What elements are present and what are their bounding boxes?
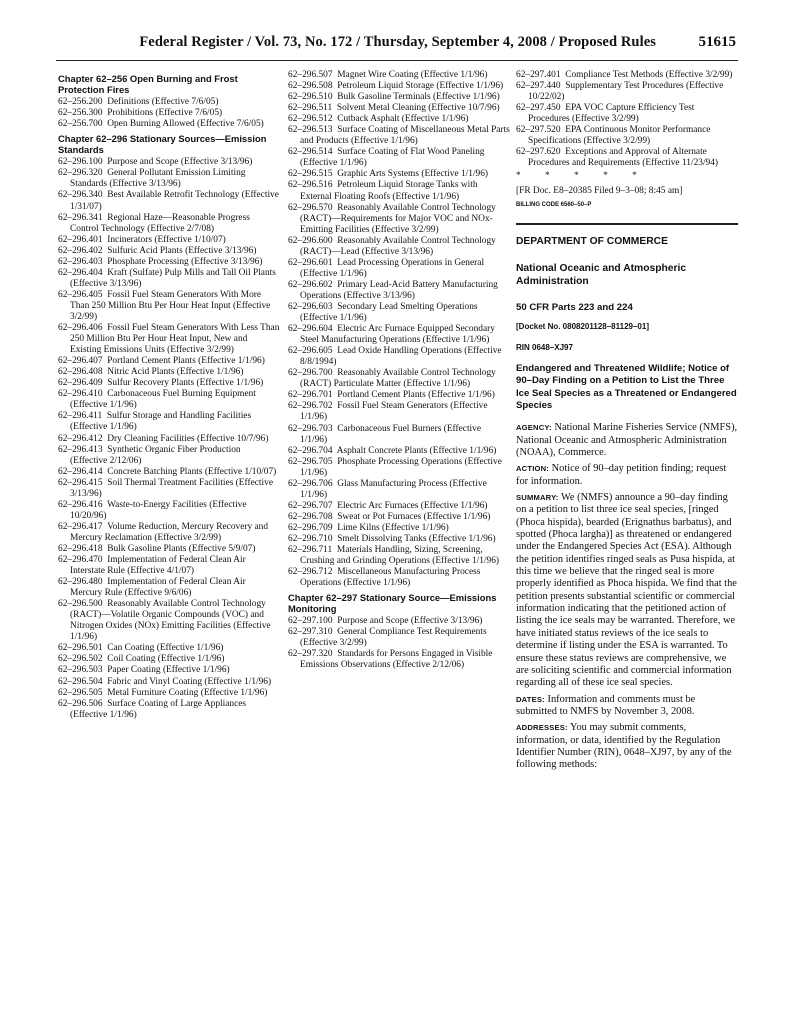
rule-title: Carbonaceous Fuel Burners (Effective 1/1/96) [300,423,482,445]
rule-entry [58,677,280,688]
rule-code: 62–297.310 [288,627,333,638]
rule-code: 62–296.416 [58,499,103,510]
rule-code: 62–297.320 [288,649,333,660]
rule-code: 62–296.502 [58,654,103,665]
rule-title: Electric Arc Furnace Equipped Secondary Steel Manufacturing Operations (Effective 1/1/96) [300,324,495,346]
rule-title: Glass Manufacturing Process (Effective 1/1/96) [300,478,487,500]
rule-title: Purpose and Scope (Effective 3/13/96) [107,157,253,168]
rule-code: 62–296.403 [58,256,103,267]
rin-number: RIN 0648–XJ97 [516,342,573,352]
rule-title: Solvent Metal Cleaning (Effective 10/7/96) [336,103,500,114]
rule-entry [516,70,738,81]
rule-title: Exceptions and Approval of Alternate Procedures and Requirements (Effective 11/23/94) [528,147,719,169]
rule-code: 62–296.516 [288,180,333,191]
rule-code: 62–297.520 [516,125,561,136]
rule-title: Primary Lead-Acid Battery Manufacturing Operations (Effective 3/13/96) [300,279,498,301]
rule-code: 62–296.341 [58,212,103,223]
rule-entry [288,424,510,446]
agency-paragraph [516,422,738,459]
addresses-paragraph [516,722,738,771]
rule-code: 62–296.411 [58,411,103,422]
rule-code: 62–296.409 [58,378,103,389]
rule-entry [288,627,510,649]
rule-code: 62–296.507 [288,70,333,80]
rule-entry [58,190,280,212]
rule-code: 62–296.100 [58,157,103,168]
agency-label: AGENCY: [516,423,552,433]
dates-text: Information and comments must be submitted to NMFS by November 3, 2008. [516,693,696,717]
rule-entry [58,235,280,246]
entry-list [516,70,738,169]
rule-entry [288,236,510,258]
rule-entry [58,688,280,699]
rule-code: 62–296.506 [58,698,103,709]
rule-entry [58,467,280,478]
department-heading: DEPARTMENT OF COMMERCE [516,235,668,247]
rule-entry [58,367,280,378]
rule-code: 62–296.405 [58,289,103,300]
docket-number: [Docket No. 0808201128–81129–01] [516,321,649,331]
rule-code: 62–296.703 [288,423,333,434]
rule-title: Metal Furniture Coating (Effective 1/1/96) [107,687,268,698]
rule-entry [288,180,510,202]
omission-stars: * * * * * [516,171,648,182]
rule-code: 62–296.408 [58,367,103,378]
rule-entry [58,478,280,500]
rule-code: 62–296.712 [288,567,333,578]
rule-entry [288,302,510,324]
action-text: Notice of 90–day petition finding; request for information. [516,463,727,487]
rule-title: Secondary Lead Smelting Operations (Effective 1/1/96) [300,301,478,324]
rule-entry [58,577,280,599]
rule-code: 62–296.704 [288,445,333,456]
rule-entry [288,203,510,236]
rule-entry [58,699,280,721]
rule-code: 62–296.605 [288,346,333,357]
rule-entry [288,324,510,346]
rule-code: 62–296.501 [58,643,103,654]
rule-title: EPA VOC Capture Efficiency Test Procedures (Effective 3/2/99) [528,103,695,125]
rule-entry [288,70,510,81]
rule-title: Surface Coating of Flat Wood Paneling (Effective 1/1/96) [300,147,485,169]
entry-list [288,616,510,671]
rule-entry [58,599,280,643]
rule-entry [58,445,280,467]
rule-entry [58,246,280,257]
rule-title: Bulk Gasoline Terminals (Effective 1/1/96) [337,92,500,103]
rule-code: 62–296.709 [288,522,333,533]
summary-label: SUMMARY: [516,493,559,503]
rule-title: General Pollutant Emission Limiting Standards (Effective 3/13/96) [70,168,246,190]
rule-title: Dry Cleaning Facilities (Effective 10/7/96) [107,433,269,444]
rule-title: Paper Coating (Effective 1/1/96) [107,665,230,676]
rule-title: Sulfuric Acid Plants (Effective 3/13/96) [107,245,257,256]
rule-code: 62–256.200 [58,97,103,108]
rule-entry [288,125,510,147]
rule-title: Prohibitions (Effective 7/6/05) [107,108,223,119]
rule-code: 62–296.402 [58,245,103,256]
chapter-heading: Chapter 62–256 Open Burning and Frost Protection Fires [58,73,238,96]
rule-entry [58,97,280,108]
rule-entry [288,457,510,479]
rule-entry [58,168,280,190]
rule-title: Sweat or Pot Furnaces (Effective 1/1/96) [337,511,491,522]
dates-label: DATES: [516,694,545,704]
rule-title: Concrete Batching Plants (Effective 1/10/07) [107,466,277,477]
rule-code: 62–297.620 [516,147,561,158]
rule-code: 62–296.515 [288,169,333,180]
rule-code: 62–296.410 [58,389,103,400]
rule-entry [58,378,280,389]
rule-title: Definitions (Effective 7/6/05) [107,97,219,108]
rule-code: 62–296.504 [58,676,103,687]
billing-code: BILLING CODE 6560–50–P [516,201,592,208]
rule-code: 62–256.300 [58,108,103,119]
rule-code: 62–296.706 [288,478,333,489]
rule-entry [58,157,280,168]
rule-code: 62–296.511 [288,103,333,114]
running-head: Federal Register / Vol. 73, No. 172 / Thursday, September 4, 2008 / Proposed Rules [139,34,656,50]
rule-title: Regional Haze—Reasonable Progress Control Technology (Effective 2/7/08) [70,212,250,234]
rule-title: Implementation of Federal Clean Air Mercury Rule (Effective 9/6/06) [70,577,246,599]
rule-title: Portland Cement Plants (Effective 1/1/96) [107,356,265,367]
rule-title: Surface Coating of Miscellaneous Metal Parts and Products (Effective 1/1/96) [300,125,510,147]
rule-title: Waste-to-Energy Facilities (Effective 10/20/96) [70,499,247,521]
rule-code: 62–296.470 [58,555,103,566]
rule-title: Reasonably Available Control Technology (RACT)—Volatile Organic Compounds (VOC) and Nitrogen Oxides (NOx) Emitting Facilities (Effective 1/1/96) [70,599,271,643]
rule-title: Materials Handling, Sizing, Screening, Crushing and Grinding Operations (Effective 1/1/96) [300,545,500,567]
agency-text: National Marine Fisheries Service (NMFS), National Oceanic and Atmospheric Administration (NOAA), Commerce. [516,422,738,459]
rule-entry [58,268,280,290]
rule-entry [58,665,280,676]
rule-code: 62–296.320 [58,168,103,179]
rule-title: Synthetic Organic Fiber Production (Effective 2/12/06) [70,444,241,466]
rule-entry [58,213,280,235]
rule-code: 62–296.514 [288,147,333,158]
addresses-label: ADDRESSES: [516,723,568,733]
rule-title: Phosphate Processing (Effective 3/13/96) [107,256,263,267]
rule-entry [288,258,510,280]
summary-paragraph [516,492,738,690]
rule-entry [516,103,738,125]
rule-code: 62–296.480 [58,577,103,588]
rule-code: 62–296.600 [288,235,333,246]
rule-code: 62–296.413 [58,444,103,455]
rule-title: EPA Continuous Monitor Performance Specifications (Effective 3/2/99) [528,125,711,147]
rule-code: 62–296.604 [288,324,333,335]
rule-title: Nitric Acid Plants (Effective 1/1/96) [107,367,244,378]
rule-title: Miscellaneous Manufacturing Process Operations (Effective 1/1/96) [300,567,481,589]
rule-entry [288,567,510,589]
rule-title: Reasonably Available Control Technology (RACT)—Requirements for Major VOC and NOx-Emitting Facilities (Effective 3/2/99) [300,202,496,235]
rule-title: Petroleum Liquid Storage Tanks with External Floating Roofs (Effective 1/1/96) [300,180,478,202]
document-title: Endangered and Threatened Wildlife; Notice of 90–Day Finding on a Petition to List the Three Ice Seal Species as a Threatened or Endangered Species [516,362,737,411]
rule-code: 62–296.508 [288,81,333,92]
rule-entry [516,147,738,169]
entry-list [58,157,280,720]
rule-title: General Compliance Test Requirements (Effective 3/2/99) [300,627,487,649]
rule-code: 62–296.700 [288,368,333,379]
rule-entry [288,92,510,103]
rule-entry [288,616,510,627]
rule-title: Lead Processing Operations in General (Effective 1/1/96) [300,257,485,279]
rule-code: 62–296.404 [58,267,103,278]
rule-code: 62–296.707 [288,500,333,511]
rule-entry [58,323,280,356]
rule-entry [58,389,280,411]
rule-code: 62–296.340 [58,190,103,201]
rule-title: Reasonably Available Control Technology (RACT)—Lead (Effective 3/13/96) [300,235,496,257]
rule-entry [288,114,510,125]
rule-title: Fossil Fuel Steam Generators (Effective 1/1/96) [300,401,488,423]
rule-entry [288,169,510,180]
rule-title: Surface Coating of Large Appliances (Effective 1/1/96) [70,698,247,720]
rule-title: Reasonably Available Control Technology (RACT) Particulate Matter (Effective 1/1/96) [300,368,496,390]
rule-code: 62–296.406 [58,323,103,334]
rule-entry [288,523,510,534]
rule-title: Fossil Fuel Steam Generators With Less Than 250 Million Btu Per Hour Heat Input, New and Existing Emissions Units (Effective 3/2/99) [70,323,280,356]
entry-list [58,97,280,130]
rule-entry [288,368,510,390]
rule-entry [288,81,510,92]
rule-code: 62–296.513 [288,125,333,136]
rule-entry [288,346,510,368]
rule-entry [288,103,510,114]
action-paragraph [516,463,738,488]
rule-title: Asphalt Concrete Plants (Effective 1/1/96) [336,445,497,456]
rule-code: 62–296.710 [288,533,333,544]
rule-title: Standards for Persons Engaged in Visible Emissions Observations (Effective 2/12/06) [300,649,493,671]
rule-code: 62–296.603 [288,301,333,312]
rule-title: Volume Reduction, Mercury Recovery and Mercury Reclamation (Effective 3/2/99) [70,521,269,543]
rule-entry [288,479,510,501]
rule-code: 62–297.401 [516,70,561,80]
rule-entry [288,390,510,401]
rule-title: Carbonaceous Fuel Burning Equipment (Effective 1/1/96) [70,389,256,411]
rule-title: Electric Arc Furnaces (Effective 1/1/96) [337,500,488,511]
rule-title: Fossil Fuel Steam Generators With More Than 250 Million Btu Per Hour Heat Input (Effective 3/2/99) [70,289,271,322]
rule-entry [58,654,280,665]
rule-code: 62–297.100 [288,616,333,627]
rule-title: Graphic Arts Systems (Effective 1/1/96) [337,169,489,180]
rule-code: 62–296.412 [58,433,103,444]
cfr-parts: 50 CFR Parts 223 and 224 [516,301,633,313]
rule-title: Lime Kilns (Effective 1/1/96) [337,522,449,533]
rule-title: Lead Oxide Handling Operations (Effective 8/8/1994) [300,346,502,368]
rule-entry [288,446,510,457]
rule-code: 62–296.708 [288,511,333,522]
rule-entry [288,534,510,545]
rule-title: Open Burning Allowed (Effective 7/6/05) [107,119,264,130]
rule-title: Implementation of Federal Clean Air Interstate Rule (Effective 4/1/07) [70,555,246,577]
addresses-text: You may submit comments, information, or data, identified by the Regulation Identifier Number (RIN), 0648–XJ97, by any of the following methods: [516,722,732,771]
chapter-heading: Chapter 62–296 Stationary Sources—Emission Standards [58,133,267,156]
rule-code: 62–296.503 [58,665,103,676]
rule-code: 62–297.450 [516,103,561,114]
column-3 [516,70,738,776]
rule-entry [288,280,510,302]
rule-title: Compliance Test Methods (Effective 3/2/99) [565,70,733,80]
rule-code: 62–296.500 [58,599,103,610]
header-rule [56,60,738,61]
rule-title: Phosphate Processing Operations (Effective 1/1/96) [300,456,502,478]
rule-entry [58,119,280,130]
rule-code: 62–296.512 [288,114,333,125]
rule-code: 62–297.440 [516,81,561,92]
rule-code: 62–296.510 [288,92,333,103]
rule-entry [58,356,280,367]
rule-title: Kraft (Sulfate) Pulp Mills and Tall Oil Plants (Effective 3/13/96) [70,267,276,289]
rule-title: Incinerators (Effective 1/10/07) [107,234,226,245]
rule-entry [58,500,280,522]
rule-title: Cutback Asphalt (Effective 1/1/96) [337,114,469,125]
summary-text: We (NMFS) announce a 90–day finding on a petition to list three ice seal species, [ringed (Phoca hispida), bearded (Erignathus barbatus), and spotted (Phoca largha)] as threatened or endangered under the Endangered Species Act (ESA). Although the petition identifies ringed seals as Pusa hispida, at this time we believe that the ringed seal is more properly identified as Phoca hispida. We find that the petition presents substantial scientific or commercial information indicating that the petitioned action of listing the ice seals may be warranted. Therefore, we have initiated status reviews of the ice seals to determine if listing under the ESA is warranted. To ensure these status reviews are comprehensive, we are soliciting scientific and commercial information regarding all of these ice seal species. [516,492,737,689]
rule-code: 62–296.705 [288,456,333,467]
rule-entry [288,649,510,671]
rule-entry [58,290,280,323]
rule-title: Supplementary Test Procedures (Effective 10/22/02) [528,81,724,103]
rule-code: 62–296.602 [288,279,333,290]
rule-title: Sulfur Recovery Plants (Effective 1/1/96) [107,378,264,389]
rule-entry [288,545,510,567]
column-1 [58,70,280,721]
rule-code: 62–296.418 [58,543,103,554]
rule-code: 62–296.601 [288,257,333,268]
fr-doc-line: [FR Doc. E8–20385 Filed 9–3–08; 8:45 am] [516,186,683,197]
page-header [56,34,736,60]
rule-entry [58,544,280,555]
rule-entry [288,501,510,512]
rule-entry [288,401,510,423]
rule-title: Fabric and Vinyl Coating (Effective 1/1/96) [107,676,272,687]
rule-code: 62–296.415 [58,477,103,488]
rule-title: Smelt Dissolving Tanks (Effective 1/1/96) [337,533,496,544]
rule-code: 62–296.417 [58,521,103,532]
rule-title: Can Coating (Effective 1/1/96) [107,643,224,654]
rule-code: 62–296.414 [58,466,103,477]
rule-title: Best Available Retrofit Technology (Effective 1/31/07) [70,190,279,212]
page-number: 51615 [698,34,736,50]
rule-entry [58,434,280,445]
rule-code: 62–296.701 [288,390,333,401]
action-label: ACTION: [516,464,550,474]
rule-entry [288,512,510,523]
rule-entry [58,522,280,544]
entry-list [288,70,510,589]
rule-code: 62–296.702 [288,401,333,412]
rule-title: Portland Cement Plants (Effective 1/1/96) [337,390,495,401]
rule-entry [516,125,738,147]
rule-entry [58,108,280,119]
chapter-heading: Chapter 62–297 Stationary Source—Emissions Monitoring [288,592,497,615]
sub-agency-heading: National Oceanic and Atmospheric Administration [516,262,687,287]
rule-code: 62–296.401 [58,234,103,245]
rule-entry [288,147,510,169]
rule-entry [58,643,280,654]
rule-code: 62–296.711 [288,545,333,556]
rule-entry [58,411,280,433]
rule-entry [516,81,738,103]
rule-title: Magnet Wire Coating (Effective 1/1/96) [337,70,488,80]
rule-title: Purpose and Scope (Effective 3/13/96) [337,616,483,627]
rule-code: 62–296.407 [58,356,103,367]
rule-title: Coil Coating (Effective 1/1/96) [107,654,225,665]
rule-title: Bulk Gasoline Plants (Effective 5/9/07) [107,543,256,554]
rule-title: Sulfur Storage and Handling Facilities (Effective 1/1/96) [70,411,252,433]
section-divider [516,223,738,225]
rule-title: Petroleum Liquid Storage (Effective 1/1/96) [337,81,504,92]
rule-code: 62–256.700 [58,119,103,130]
rule-title: Soil Thermal Treatment Facilities (Effective 3/13/96) [70,477,273,499]
rule-code: 62–296.505 [58,687,103,698]
dates-paragraph [516,694,738,719]
rule-entry [58,555,280,577]
column-2 [288,70,510,672]
rule-entry [58,257,280,268]
rule-code: 62–296.570 [288,202,333,213]
